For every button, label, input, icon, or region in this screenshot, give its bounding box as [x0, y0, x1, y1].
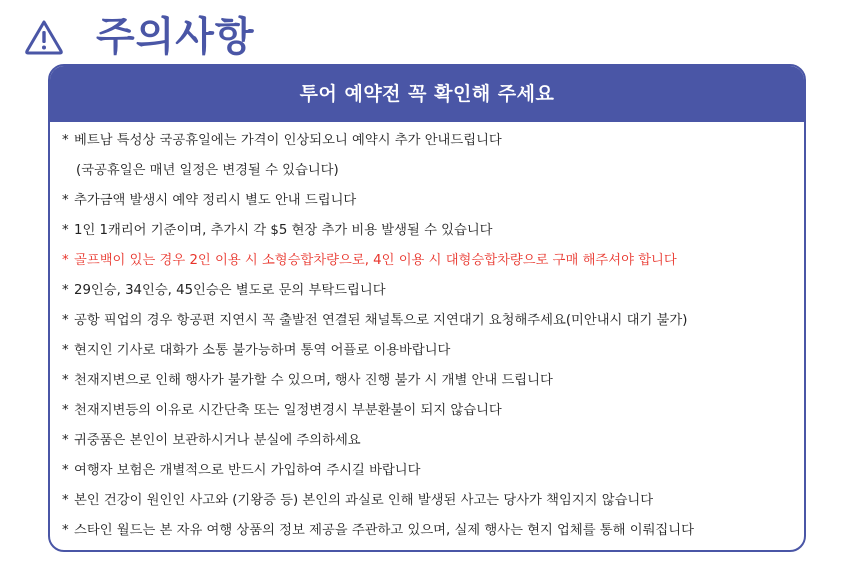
page-title: 주의사항 — [96, 14, 255, 60]
notice-item — [50, 186, 804, 216]
notice-text: 현지인 기사로 대화가 소통 불가능하며 통역 어플로 이용바랍니다 — [74, 343, 451, 358]
notice-item — [50, 366, 804, 396]
notice-item — [50, 306, 804, 336]
notice-text: 공항 픽업의 경우 항공편 지연시 꼭 출발전 연결된 채널톡으로 지연대기 요청해주세요(미안내시 대기 불가) — [74, 313, 688, 328]
notice-text: (국공휴일은 매년 일정은 변경될 수 있습니다) — [76, 163, 339, 178]
notice-card-header: 투어 예약전 꼭 확인해 주세요 — [50, 66, 804, 122]
bullet-mark: * — [62, 133, 69, 148]
notice-item — [50, 156, 804, 186]
bullet-mark: * — [62, 463, 69, 478]
notice-card — [48, 64, 806, 552]
bullet-mark: * — [62, 223, 69, 238]
bullet-mark: * — [62, 283, 69, 298]
notice-text: 천재지변등의 이유로 시간단축 또는 일정변경시 부분환불이 되지 않습니다 — [74, 403, 502, 418]
notice-text: 스타인 월드는 본 자유 여행 상품의 정보 제공을 주관하고 있으며, 실제 행사는 현지 업체를 통해 이뤄집니다 — [74, 523, 694, 538]
notice-item — [50, 276, 804, 306]
notice-text: 베트남 특성상 국공휴일에는 가격이 인상되오니 예약시 추가 안내드립니다 — [74, 133, 502, 148]
notice-text: 천재지변으로 인해 행사가 불가할 수 있으며, 행사 진행 불가 시 개별 안내 드립니다 — [74, 373, 553, 388]
notice-item — [50, 126, 804, 156]
notice-item — [50, 426, 804, 456]
warning-icon — [24, 19, 64, 55]
notice-text: 1인 1캐리어 기준이며, 추가시 각 $5 현장 추가 비용 발생될 수 있습니다 — [74, 223, 493, 238]
bullet-mark: * — [62, 373, 69, 388]
notice-text: 여행자 보험은 개별적으로 반드시 가입하여 주시길 바랍니다 — [74, 463, 421, 478]
bullet-mark: * — [62, 523, 69, 538]
bullet-mark: * — [62, 403, 69, 418]
bullet-mark: * — [62, 253, 69, 268]
notice-text: 골프백이 있는 경우 2인 이용 시 소형승합차량으로, 4인 이용 시 대형승합차량으로 구매 해주셔야 합니다 — [74, 253, 677, 268]
notice-item — [50, 516, 804, 546]
notice-item — [50, 336, 804, 366]
bullet-mark: * — [62, 493, 69, 508]
notice-item — [50, 216, 804, 246]
notice-text: 본인 건강이 원인인 사고와 (기왕증 등) 본인의 과실로 인해 발생된 사고는 당사가 책임지지 않습니다 — [74, 493, 654, 508]
notice-text: 추가금액 발생시 예약 정리시 별도 안내 드립니다 — [74, 193, 357, 208]
notice-item — [50, 486, 804, 516]
bullet-mark: * — [62, 313, 69, 328]
bullet-mark: * — [62, 193, 69, 208]
notice-text: 귀중품은 본인이 보관하시거나 분실에 주의하세요 — [74, 433, 361, 448]
page-header — [24, 12, 255, 62]
notice-item — [50, 456, 804, 486]
bullet-mark: * — [62, 433, 69, 448]
notice-list — [50, 122, 804, 546]
notice-item — [50, 246, 804, 276]
notice-text: 29인승, 34인승, 45인승은 별도로 문의 부탁드립니다 — [74, 283, 386, 298]
bullet-mark: * — [62, 343, 69, 358]
notice-item — [50, 396, 804, 426]
